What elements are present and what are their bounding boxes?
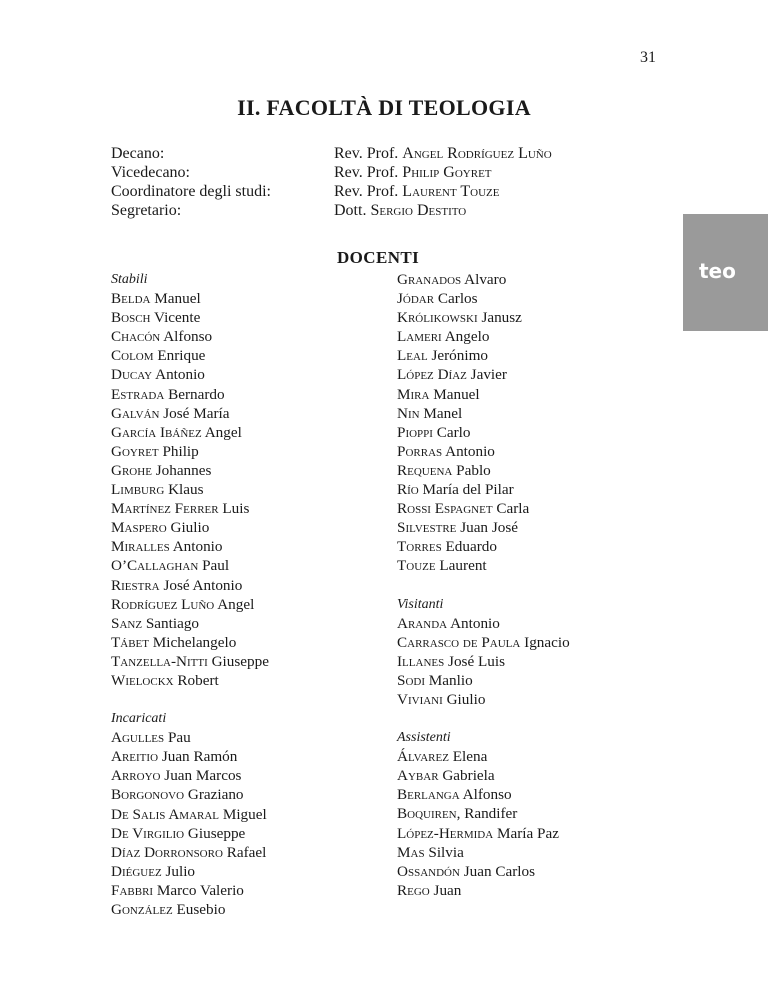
faculty-member bbox=[111, 518, 269, 537]
faculty-member bbox=[111, 747, 269, 766]
faculty-member bbox=[111, 327, 269, 346]
faculty-surname: Rossi Espagnet bbox=[397, 500, 493, 518]
faculty-surname: Díaz Dorronsoro bbox=[111, 843, 223, 861]
faculty-member bbox=[397, 556, 570, 575]
faculty-surname: Miralles bbox=[111, 538, 170, 556]
faculty-group bbox=[397, 270, 570, 576]
officers-list bbox=[111, 144, 552, 220]
faculty-surname: López Díaz bbox=[397, 366, 467, 384]
faculty-given-name: Carla bbox=[496, 500, 530, 518]
faculty-given-name: Laurent bbox=[439, 557, 487, 575]
faculty-given-name: Giuseppe bbox=[187, 824, 246, 842]
faculty-given-name: Antonio bbox=[450, 614, 500, 632]
faculty-given-name: Robert bbox=[177, 671, 219, 689]
faculty-surname: Ossandón bbox=[397, 862, 460, 880]
faculty-surname: Pioppi bbox=[397, 423, 433, 441]
faculty-member bbox=[111, 556, 269, 575]
faculty-group bbox=[111, 709, 269, 919]
faculty-given-name: Eusebio bbox=[176, 901, 226, 918]
faculty-member bbox=[397, 442, 570, 461]
faculty-surname: Tábet bbox=[111, 633, 149, 651]
faculty-member bbox=[111, 900, 269, 919]
faculty-given-name: Manlio bbox=[428, 671, 473, 689]
faculty-surname: Torres bbox=[397, 538, 442, 556]
faculty-given-name: Jerónimo bbox=[431, 347, 488, 365]
officer-name: Rev. Prof. Laurent Touze bbox=[334, 183, 500, 200]
officer-role: Coordinatore degli studi: bbox=[111, 183, 271, 200]
faculty-surname: Ducay bbox=[111, 366, 153, 384]
faculty-surname: Diéguez bbox=[111, 862, 162, 880]
docenti-heading: DOCENTI bbox=[337, 248, 420, 267]
faculty-surname: Nin bbox=[397, 404, 420, 422]
faculty-given-name: Juan Carlos bbox=[463, 862, 536, 880]
officer-row bbox=[111, 201, 552, 220]
faculty-member bbox=[397, 537, 570, 556]
faculty-given-name: José María bbox=[163, 404, 230, 422]
faculty-surname: O’Callaghan bbox=[111, 557, 199, 575]
faculty-surname: Tanzella-Nitti bbox=[111, 652, 208, 670]
faculty-member bbox=[397, 766, 570, 785]
faculty-surname: Río bbox=[397, 481, 419, 499]
faculty-member bbox=[111, 824, 269, 843]
faculty-surname: Granados bbox=[397, 271, 462, 288]
faculty-given-name: Rafael bbox=[226, 843, 267, 861]
faculty-member bbox=[111, 308, 269, 327]
faculty-surname: Silvestre bbox=[397, 519, 457, 537]
faculty-surname: Mas bbox=[397, 843, 425, 861]
faculty-given-name: Juan José bbox=[460, 519, 518, 537]
faculty-member bbox=[397, 614, 570, 633]
faculty-surname: Belda bbox=[111, 290, 151, 308]
faculty-surname: De Virgilio bbox=[111, 824, 185, 842]
faculty-surname: Grohe bbox=[111, 461, 152, 479]
faculty-member bbox=[397, 346, 570, 365]
faculty-surname: Riestra bbox=[111, 576, 160, 594]
page-number: 31 bbox=[640, 49, 656, 66]
section-tab: teo bbox=[683, 214, 768, 331]
faculty-member bbox=[111, 346, 269, 365]
faculty-surname: Viviani bbox=[397, 690, 443, 708]
faculty-given-name: Klaus bbox=[168, 481, 204, 499]
faculty-given-name: Juan Marcos bbox=[164, 767, 242, 785]
faculty-member bbox=[397, 499, 570, 518]
faculty-surname: López-Hermida bbox=[397, 824, 494, 842]
faculty-member bbox=[397, 671, 570, 690]
faculty-given-name: Javier bbox=[470, 366, 507, 384]
faculty-surname: Rodríguez Luño bbox=[111, 595, 215, 613]
officer-surname: Laurent Touze bbox=[402, 183, 500, 200]
officer-role: Vicedecano: bbox=[111, 164, 190, 181]
faculty-member bbox=[111, 595, 269, 614]
faculty-given-name: Julio bbox=[165, 862, 196, 880]
faculty-given-name: Alfonso bbox=[462, 786, 512, 804]
faculty-given-name: Luis bbox=[222, 500, 250, 518]
officer-row bbox=[111, 144, 552, 163]
officer-role: Segretario: bbox=[111, 202, 182, 219]
faculty-given-name: Pablo bbox=[456, 461, 491, 479]
faculty-given-name: Antonio bbox=[445, 442, 495, 460]
faculty-member bbox=[397, 824, 570, 843]
officer-row bbox=[111, 163, 552, 182]
faculty-member bbox=[397, 633, 570, 652]
faculty-member bbox=[111, 862, 269, 881]
faculty-surname: García Ibáñez bbox=[111, 423, 202, 441]
faculty-surname: Wielockx bbox=[111, 671, 174, 689]
faculty-given-name: Eduardo bbox=[445, 538, 497, 556]
faculty-surname: Chacón bbox=[111, 328, 161, 346]
faculty-surname: Jódar bbox=[397, 290, 435, 308]
faculty-given-name: José Antonio bbox=[163, 576, 243, 594]
faculty-surname: Sodi bbox=[397, 671, 425, 689]
faculty-given-name: Gabriela bbox=[442, 767, 495, 785]
faculty-member bbox=[397, 652, 570, 671]
faculty-surname: Agulles bbox=[111, 729, 165, 747]
faculty-member bbox=[111, 881, 269, 900]
faculty-surname: Fabbri bbox=[111, 881, 154, 899]
faculty-member bbox=[111, 480, 269, 499]
faculty-member bbox=[111, 843, 269, 862]
faculty-member bbox=[397, 480, 570, 499]
faculty-member bbox=[111, 404, 269, 423]
officer-name: Rev. Prof. Angel Rodríguez Luño bbox=[334, 145, 552, 162]
faculty-given-name: Santiago bbox=[145, 614, 200, 632]
faculty-member bbox=[397, 423, 570, 442]
faculty-given-name: Michelangelo bbox=[152, 633, 237, 651]
faculty-given-name: Giulio bbox=[446, 690, 486, 708]
faculty-member bbox=[111, 442, 269, 461]
faculty-given-name: Marco Valerio bbox=[156, 881, 244, 899]
faculty-surname: De Salis Amaral bbox=[111, 805, 220, 823]
faculty-member bbox=[111, 365, 269, 384]
officer-name: Dott. Sergio Destito bbox=[334, 202, 467, 219]
faculty-member bbox=[111, 289, 269, 308]
officer-surname: Angel Rodríguez Luño bbox=[402, 145, 552, 162]
faculty-surname: Rego bbox=[397, 881, 430, 899]
faculty-member bbox=[111, 652, 269, 671]
officer-surname: Sergio Destito bbox=[370, 202, 467, 219]
group-label: Visitanti bbox=[397, 596, 444, 612]
faculty-member bbox=[397, 365, 570, 384]
faculty-surname: Colom bbox=[111, 347, 154, 365]
faculty-member bbox=[397, 804, 570, 823]
faculty-given-name: Bernardo bbox=[168, 385, 225, 403]
faculty-surname: Aybar bbox=[397, 767, 439, 785]
faculty-given-name: Miguel bbox=[222, 805, 267, 823]
faculty-member bbox=[111, 805, 269, 824]
faculty-surname: Maspero bbox=[111, 519, 167, 537]
faculty-surname: Bosch bbox=[111, 309, 151, 327]
group-label: Incaricati bbox=[111, 711, 167, 727]
faculty-member bbox=[397, 404, 570, 423]
faculty-member bbox=[397, 881, 570, 900]
faculty-member bbox=[397, 327, 570, 346]
faculty-given-name: María del Pilar bbox=[422, 481, 514, 499]
faculty-member bbox=[397, 843, 570, 862]
faculty-surname: Areitio bbox=[111, 748, 159, 766]
faculty-member bbox=[111, 576, 269, 595]
faculty-given-name: Juan Ramón bbox=[161, 748, 238, 766]
faculty-member bbox=[111, 537, 269, 556]
faculty-given-name: Janusz bbox=[481, 309, 522, 327]
faculty-surname: González bbox=[111, 901, 173, 918]
faculty-surname: Arroyo bbox=[111, 767, 161, 785]
faculty-member bbox=[111, 766, 269, 785]
faculty-given-name: Angel bbox=[217, 595, 255, 613]
faculty-column-left bbox=[111, 270, 269, 938]
faculty-member bbox=[397, 289, 570, 308]
faculty-given-name: Angelo bbox=[444, 328, 490, 346]
faculty-surname: Borgonovo bbox=[111, 786, 185, 804]
faculty-column-right bbox=[397, 270, 570, 919]
faculty-given-name: Paul bbox=[202, 557, 230, 575]
faculty-member bbox=[111, 499, 269, 518]
faculty-given-name: Manuel bbox=[433, 385, 480, 403]
section-title: II. FACOLTÀ DI TEOLOGIA bbox=[237, 95, 531, 120]
faculty-surname: Królikowski bbox=[397, 309, 478, 327]
faculty-given-name: Silvia bbox=[428, 843, 464, 861]
faculty-given-name: Juan bbox=[433, 881, 462, 899]
faculty-member bbox=[111, 633, 269, 652]
faculty-group bbox=[397, 728, 570, 900]
faculty-surname: Galván bbox=[111, 404, 160, 422]
faculty-member bbox=[397, 385, 570, 404]
faculty-given-name: Carlos bbox=[437, 290, 478, 308]
faculty-given-name: Manuel bbox=[154, 290, 201, 308]
faculty-surname: Mira bbox=[397, 385, 430, 403]
faculty-given-name: Manel bbox=[423, 404, 463, 422]
faculty-given-name: José Luis bbox=[448, 652, 505, 670]
faculty-given-name: Elena bbox=[452, 748, 488, 766]
faculty-surname: Estrada bbox=[111, 385, 165, 403]
faculty-given-name: Johannes bbox=[155, 461, 212, 479]
faculty-surname: Limburg bbox=[111, 481, 165, 499]
faculty-group bbox=[397, 595, 570, 710]
faculty-member bbox=[397, 270, 570, 289]
group-label: Assistenti bbox=[397, 730, 451, 746]
faculty-member bbox=[397, 785, 570, 804]
officer-role: Decano: bbox=[111, 145, 165, 162]
faculty-surname: Berlanga bbox=[397, 786, 460, 804]
faculty-member bbox=[111, 423, 269, 442]
officer-name: Rev. Prof. Philip Goyret bbox=[334, 164, 492, 181]
faculty-member bbox=[111, 614, 269, 633]
faculty-given-name: Pau bbox=[167, 729, 191, 747]
faculty-group bbox=[111, 270, 269, 690]
group-label: Stabili bbox=[111, 272, 148, 287]
faculty-surname: Goyret bbox=[111, 442, 159, 460]
officer-surname: Philip Goyret bbox=[402, 164, 492, 181]
faculty-member bbox=[111, 728, 269, 747]
faculty-member bbox=[397, 747, 570, 766]
faculty-given-name: Giuseppe bbox=[211, 652, 269, 670]
faculty-surname: Sanz bbox=[111, 614, 143, 632]
faculty-given-name: Giulio bbox=[170, 519, 210, 537]
faculty-member bbox=[397, 862, 570, 881]
faculty-surname: Illanes bbox=[397, 652, 445, 670]
faculty-member bbox=[397, 461, 570, 480]
faculty-given-name: Graziano bbox=[187, 786, 244, 804]
faculty-member bbox=[397, 518, 570, 537]
faculty-surname: Aranda bbox=[397, 614, 448, 632]
faculty-given-name: Antonio bbox=[155, 366, 205, 384]
faculty-member bbox=[397, 308, 570, 327]
faculty-member bbox=[111, 785, 269, 804]
faculty-surname: Martínez Ferrer bbox=[111, 500, 219, 518]
faculty-surname: Álvarez bbox=[397, 748, 449, 766]
faculty-member bbox=[111, 461, 269, 480]
faculty-given-name: Alvaro bbox=[464, 271, 507, 288]
faculty-surname: Touze bbox=[397, 557, 436, 575]
faculty-surname: Boquiren, bbox=[397, 805, 461, 823]
faculty-member bbox=[111, 385, 269, 404]
faculty-surname: Lameri bbox=[397, 328, 442, 346]
faculty-given-name: Alfonso bbox=[163, 328, 213, 346]
faculty-surname: Requena bbox=[397, 461, 453, 479]
faculty-given-name: Randifer bbox=[464, 805, 518, 823]
faculty-given-name: Enrique bbox=[157, 347, 206, 365]
faculty-given-name: Philip bbox=[162, 442, 199, 460]
faculty-given-name: Ignacio bbox=[524, 633, 570, 651]
faculty-given-name: Vicente bbox=[154, 309, 201, 327]
officer-row bbox=[111, 182, 552, 201]
faculty-given-name: Carlo bbox=[436, 423, 471, 441]
faculty-surname: Carrasco de Paula bbox=[397, 633, 521, 651]
faculty-given-name: Antonio bbox=[172, 538, 223, 556]
faculty-surname: Porras bbox=[397, 442, 443, 460]
faculty-member bbox=[397, 690, 570, 709]
faculty-surname: Leal bbox=[397, 347, 428, 365]
faculty-given-name: María Paz bbox=[497, 824, 559, 842]
faculty-given-name: Angel bbox=[204, 423, 242, 441]
faculty-member bbox=[111, 671, 269, 690]
